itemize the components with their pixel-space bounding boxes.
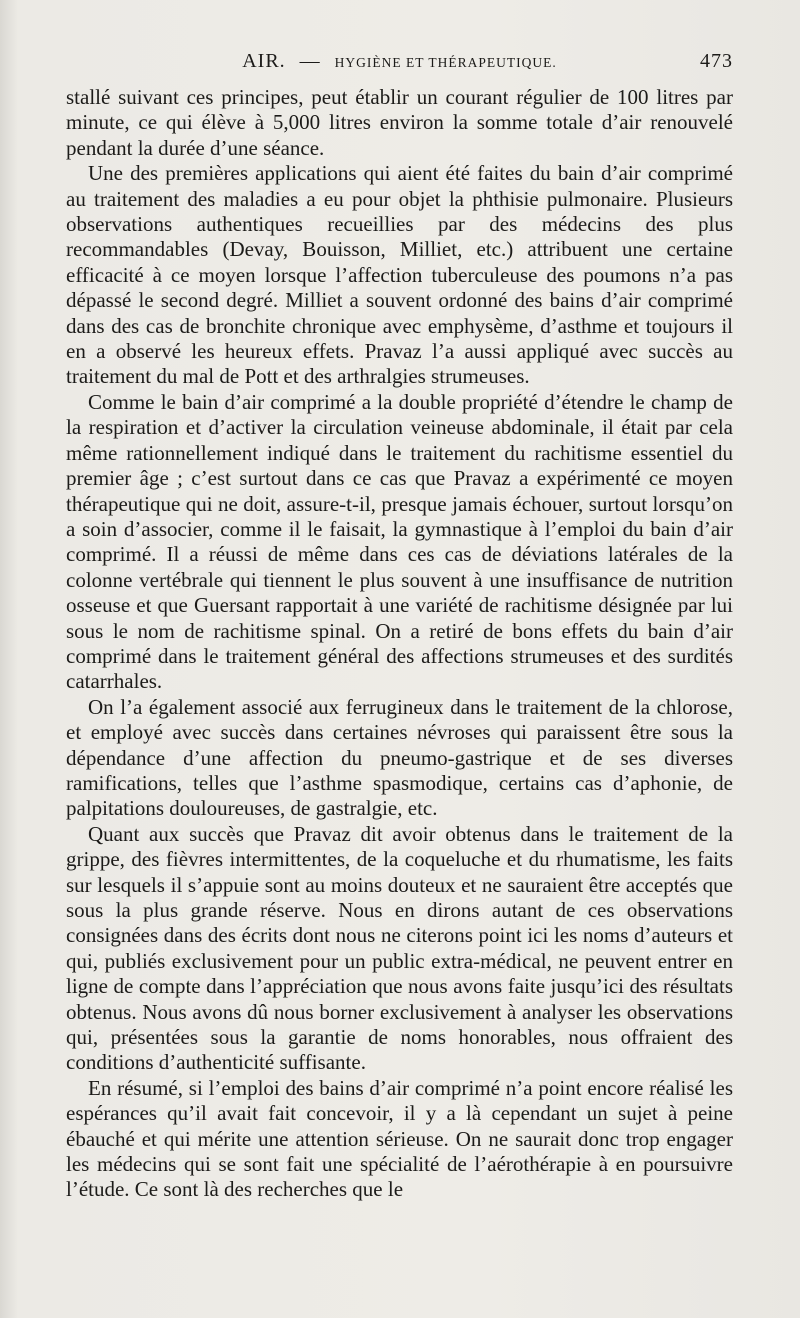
- paragraph-continuation: stallé suivant ces principes, peut établir un courant régulier de 100 litres par minute, ce qui élève à 5,000 litres environ la somme totale d’air renouvelé pendant la durée d’une séance.: [66, 85, 733, 160]
- paragraph-resume: En résumé, si l’emploi des bains d’air comprimé n’a point encore réalisé les espérances qu’il avait fait concevoir, il y a là cependant un sujet à peine ébauché et qui mérite une attention sérieuse. On ne saurait donc trop engager les médecins qui se sont fait une spécialité de l’aérothérapie à en poursuivre l’étude. Ce sont là des recherches que le: [66, 1075, 733, 1202]
- text-body: [66, 85, 733, 1203]
- running-head-dash: —: [299, 50, 321, 72]
- paragraph-rachitisme: Comme le bain d’air comprimé a la double propriété d’étendre le champ de la respiration et d’activer la circulation veineuse abdominale, il était par cela même rationnellement indiqué dans le traitement du rachitisme essentiel du premier âge ; c’est surtout dans ce cas que Pravaz a expérimenté ce moyen thérapeutique qui ne doit, assure-t-il, presque jamais échouer, surtout lorsqu’on a soin d’associer, comme il le faisait, la gymnastique à l’emploi du bain d’air comprimé. Il a réussi de même dans ces cas de déviations latérales de la colonne vertébrale qui tiennent le plus souvent à une insuffisance de nutrition osseuse et que Guersant rapportait à une variété de rachitisme désignée par lui sous le nom de rachitisme spinal. On a retiré de bons effets du bain d’air comprimé dans le traitement général des affections strumeuses et des surdités catarrhales.: [66, 389, 733, 694]
- paragraph-chlorose: On l’a également associé aux ferrugineux dans le traitement de la chlorose, et employé avec succès dans certaines névroses qui paraissent être sous la dépendance d’une affection du pneumo-gastrique et de ses diverses ramifications, telles que l’asthme spasmodique, certains cas d’aphonie, de palpitations douloureuses, de gastralgie, etc.: [66, 694, 733, 821]
- running-head: [66, 50, 733, 76]
- page-number: 473: [700, 50, 733, 72]
- paragraph-phthisie: Une des premières applications qui aient été faites du bain d’air comprimé au traitement des maladies a eu pour objet la phthisie pulmonaire. Plusieurs observations authentiques recueillies par des médecins des plus recommandables (Devay, Bouisson, Milliet, etc.) attribuent une certaine efficacité à ce moyen lorsque l’affection tuberculeuse des poumons n’a pas dépassé le second degré. Milliet a souvent ordonné des bains d’air comprimé dans des cas de bronchite chronique avec emphysème, d’asthme et toujours il en a observé les heureux effets. Pravaz l’a aussi appliqué avec succès au traitement du mal de Pott et des arthralgies strumeuses.: [66, 161, 733, 389]
- running-head-title: AIR.: [242, 50, 286, 72]
- running-head-subtitle: HYGIÈNE ET THÉRAPEUTIQUE.: [334, 55, 557, 70]
- paragraph-grippe: Quant aux succès que Pravaz dit avoir obtenus dans le traitement de la grippe, des fièvres intermittentes, de la coqueluche et du rhumatisme, les faits sur lesquels il s’appuie sont au moins douteux et ne sauraient être acceptés que sous la plus grande réserve. Nous en dirons autant de ces observations consignées dans des écrits dont nous ne citerons point ici les noms d’auteurs et qui, publiés exclusivement pour un public extra-médical, ne peuvent entrer en ligne de compte dans l’appréciation que nous avons faite jusqu’ici des résultats obtenus. Nous avons dû nous borner exclusivement à analyser les observations qui, présentées sous la garantie de noms honorables, nous offraient des conditions d’authenticité suffisante.: [66, 821, 733, 1075]
